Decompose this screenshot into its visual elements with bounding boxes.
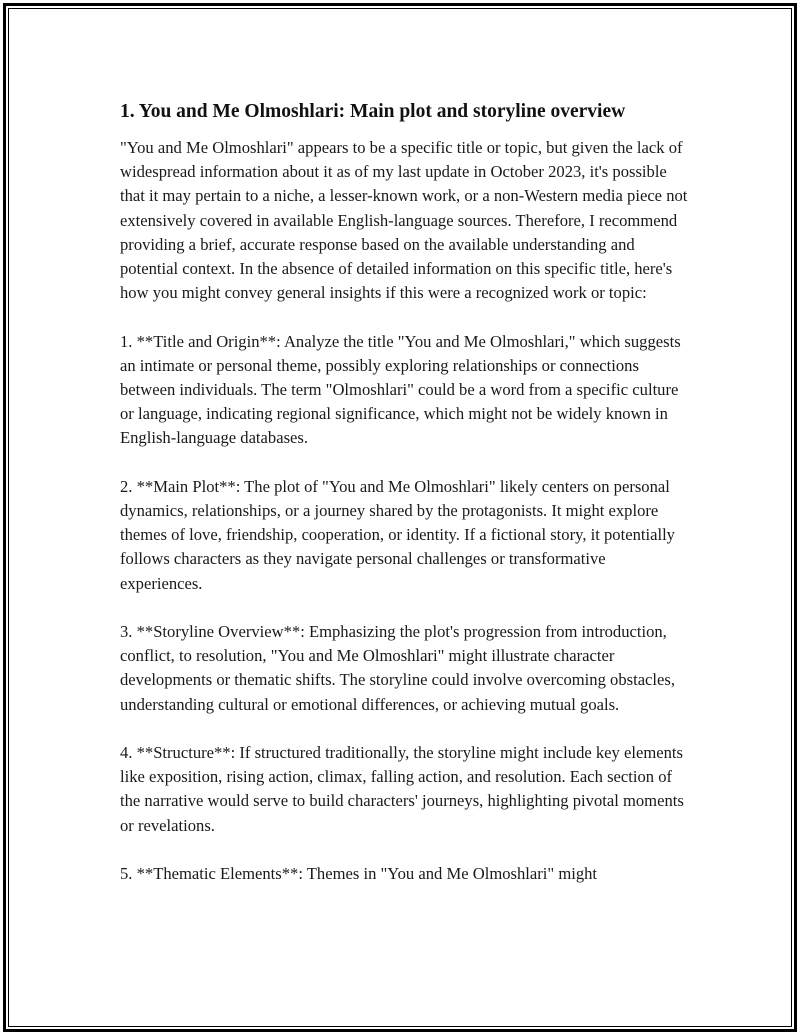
intro-paragraph: "You and Me Olmoshlari" appears to be a specific title or topic, but given the lack of widespread information about it as of my last update in October 2023, it's possible that it may pertain to a niche, a lesser-known work, or a non-Western media piece not extensively covered in available English-language sources. Therefore, I recommend providing a brief, accurate response based on the available understanding and potential context. In the absence of detailed information on this specific title, here's how you might convey general insights if this were a recognized work or topic: xyxy=(120,138,688,303)
document-body xyxy=(120,98,690,910)
document-page xyxy=(3,3,797,1032)
main-plot-paragraph: 2. **Main Plot**: The plot of "You and Me Olmoshlari" likely centers on personal dynamics, relationships, or a journey shared by the protagonists. It might explore themes of love, friendship, cooperation, or identity. If a fictional story, it potentially follows characters as they navigate personal challenges or transformative experiences. xyxy=(120,476,675,593)
title-origin-paragraph: 1. **Title and Origin**: Analyze the title "You and Me Olmoshlari," which suggests an intimate or personal theme, possibly exploring relationships or connections between individuals. The term "Olmoshlari" could be a word from a specific culture or language, indicating regional significance, which might not be widely known in English-language databases. xyxy=(120,331,681,448)
structure-paragraph: 4. **Structure**: If structured traditionally, the storyline might include key elements like exposition, rising action, climax, falling action, and resolution. Each section of the narrative would serve to build characters' journeys, highlighting pivotal moments or revelations. xyxy=(120,743,684,835)
thematic-elements-paragraph: 5. **Thematic Elements**: Themes in "You and Me Olmoshlari" might xyxy=(120,864,598,884)
document-title: 1. You and Me Olmoshlari: Main plot and storyline overview xyxy=(120,101,626,122)
storyline-overview-paragraph: 3. **Storyline Overview**: Emphasizing the plot's progression from introduction, conflict, to resolution, "You and Me Olmoshlari" might illustrate character developments or thematic shifts. The storyline could involve overcoming obstacles, understanding cultural or emotional differences, or achieving mutual goals. xyxy=(120,622,675,714)
